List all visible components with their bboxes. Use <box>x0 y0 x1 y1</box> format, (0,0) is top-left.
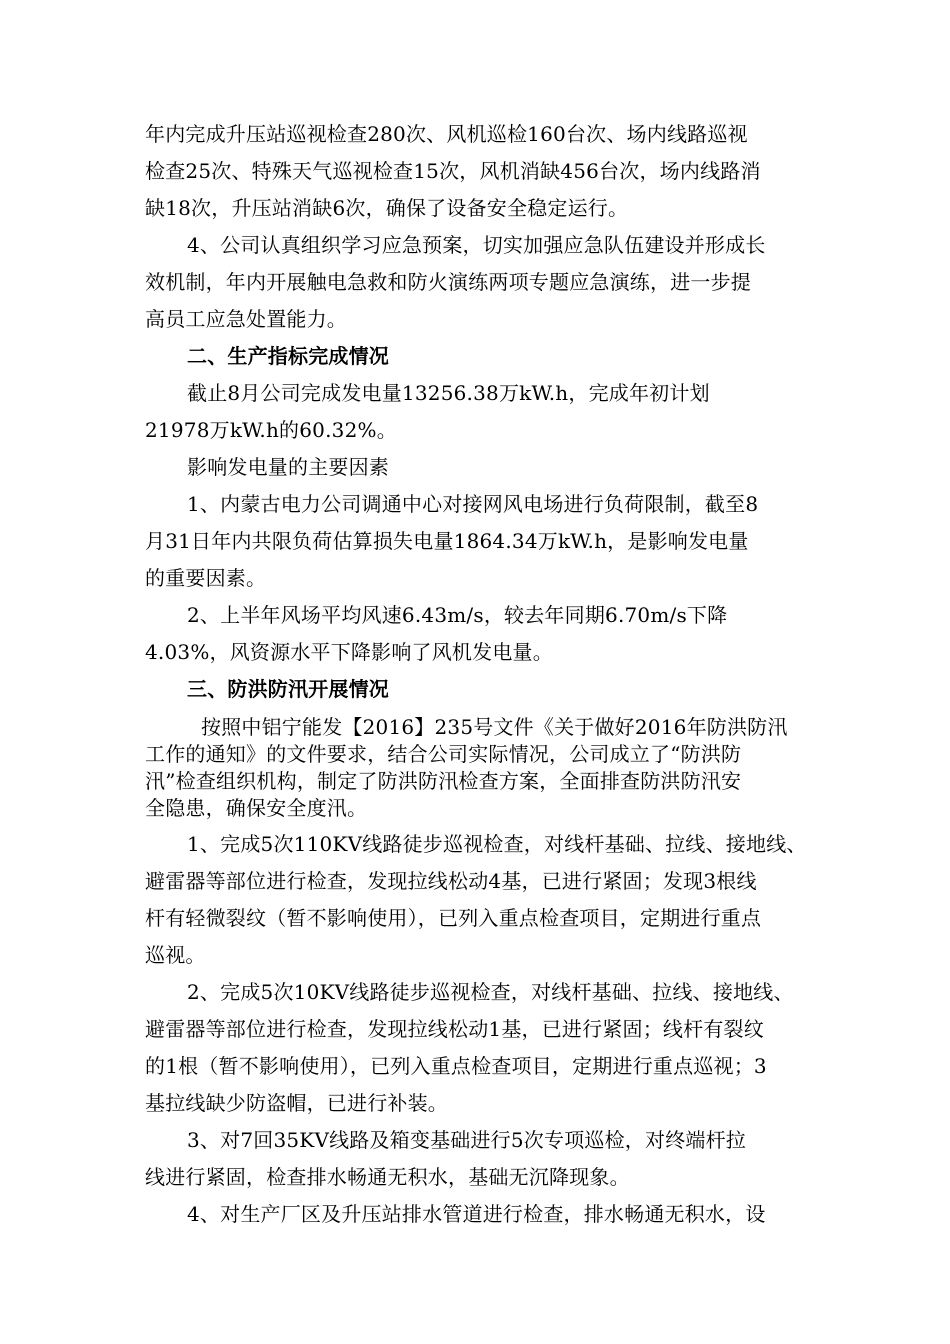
text-line: 1、完成5次110KV线路徒步巡视检查，对线杆基础、拉线、接地线、 <box>187 832 807 856</box>
text-line: 检查25次、特殊天气巡视检查15次，风机消缺456台次，场内线路消 <box>145 159 761 183</box>
text-line: 4、公司认真组织学习应急预案，切实加强应急队伍建设并形成长 <box>187 233 766 257</box>
text-line: 截止8月公司完成发电量13256.38万kW.h，完成年初计划 <box>187 381 710 405</box>
text-line: 影响发电量的主要因素 <box>187 455 389 479</box>
text-line: 2、完成5次10KV线路徒步巡视检查，对线杆基础、拉线、接地线、 <box>187 980 794 1004</box>
text-line: 全隐患，确保安全度汛。 <box>145 796 368 820</box>
text-line: 3、对7回35KV线路及箱变基础进行5次专项巡检，对终端杆拉 <box>187 1128 747 1152</box>
text-line: 基拉线缺少防盗帽，已进行补装。 <box>145 1091 448 1115</box>
text-line: 的1根（暂不影响使用），已列入重点检查项目，定期进行重点巡视；3 <box>145 1054 767 1078</box>
text-line: 的重要因素。 <box>145 566 267 590</box>
text-line: 按照中铝宁能发【2016】235号文件《关于做好2016年防洪防汛 <box>201 715 788 739</box>
text-line: 避雷器等部位进行检查，发现拉线松动4基，已进行紧固；发现3根线 <box>145 869 757 893</box>
text-line: 年内完成升压站巡视检查280次、风机巡检160台次、场内线路巡视 <box>145 122 748 146</box>
text-line: 2、上半年风场平均风速6.43m/s，较去年同期6.70m/s下降 <box>187 603 728 627</box>
notice-paragraph <box>145 714 817 822</box>
text-line: 缺18次，升压站消缺6次，确保了设备安全稳定运行。 <box>145 196 629 220</box>
text-line: 杆有轻微裂纹（暂不影响使用），已列入重点检查项目，定期进行重点 <box>145 906 762 930</box>
document-page <box>145 116 817 1233</box>
section-heading: 三、防洪防汛开展情况 <box>187 677 389 701</box>
text-line: 巡视。 <box>145 943 206 967</box>
text-line: 汛”检查组织机构，制定了防洪防汛检查方案，全面排查防洪防汛安 <box>145 769 742 793</box>
text-line: 工作的通知》的文件要求，结合公司实际情况，公司成立了“防洪防 <box>145 742 742 766</box>
text-line: 效机制，年内开展触电急救和防火演练两项专题应急演练，进一步提 <box>145 270 751 294</box>
text-line: 4、对生产厂区及升压站排水管道进行检查，排水畅通无积水，设 <box>187 1202 766 1226</box>
text-line: 高员工应急处置能力。 <box>145 307 347 331</box>
section-heading: 二、生产指标完成情况 <box>187 344 389 368</box>
text-line: 1、内蒙古电力公司调通中心对接网风电场进行负荷限制，截至8 <box>187 492 759 516</box>
text-line: 线进行紧固，检查排水畅通无积水，基础无沉降现象。 <box>145 1165 630 1189</box>
text-line: 21978万kW.h的60.32%。 <box>145 418 397 442</box>
text-line: 避雷器等部位进行检查，发现拉线松动1基，已进行紧固；线杆有裂纹 <box>145 1017 764 1041</box>
text-line: 4.03%，风资源水平下降影响了风机发电量。 <box>145 640 553 664</box>
text-line: 月31日年内共限负荷估算损失电量1864.34万kW.h，是影响发电量 <box>145 529 749 553</box>
